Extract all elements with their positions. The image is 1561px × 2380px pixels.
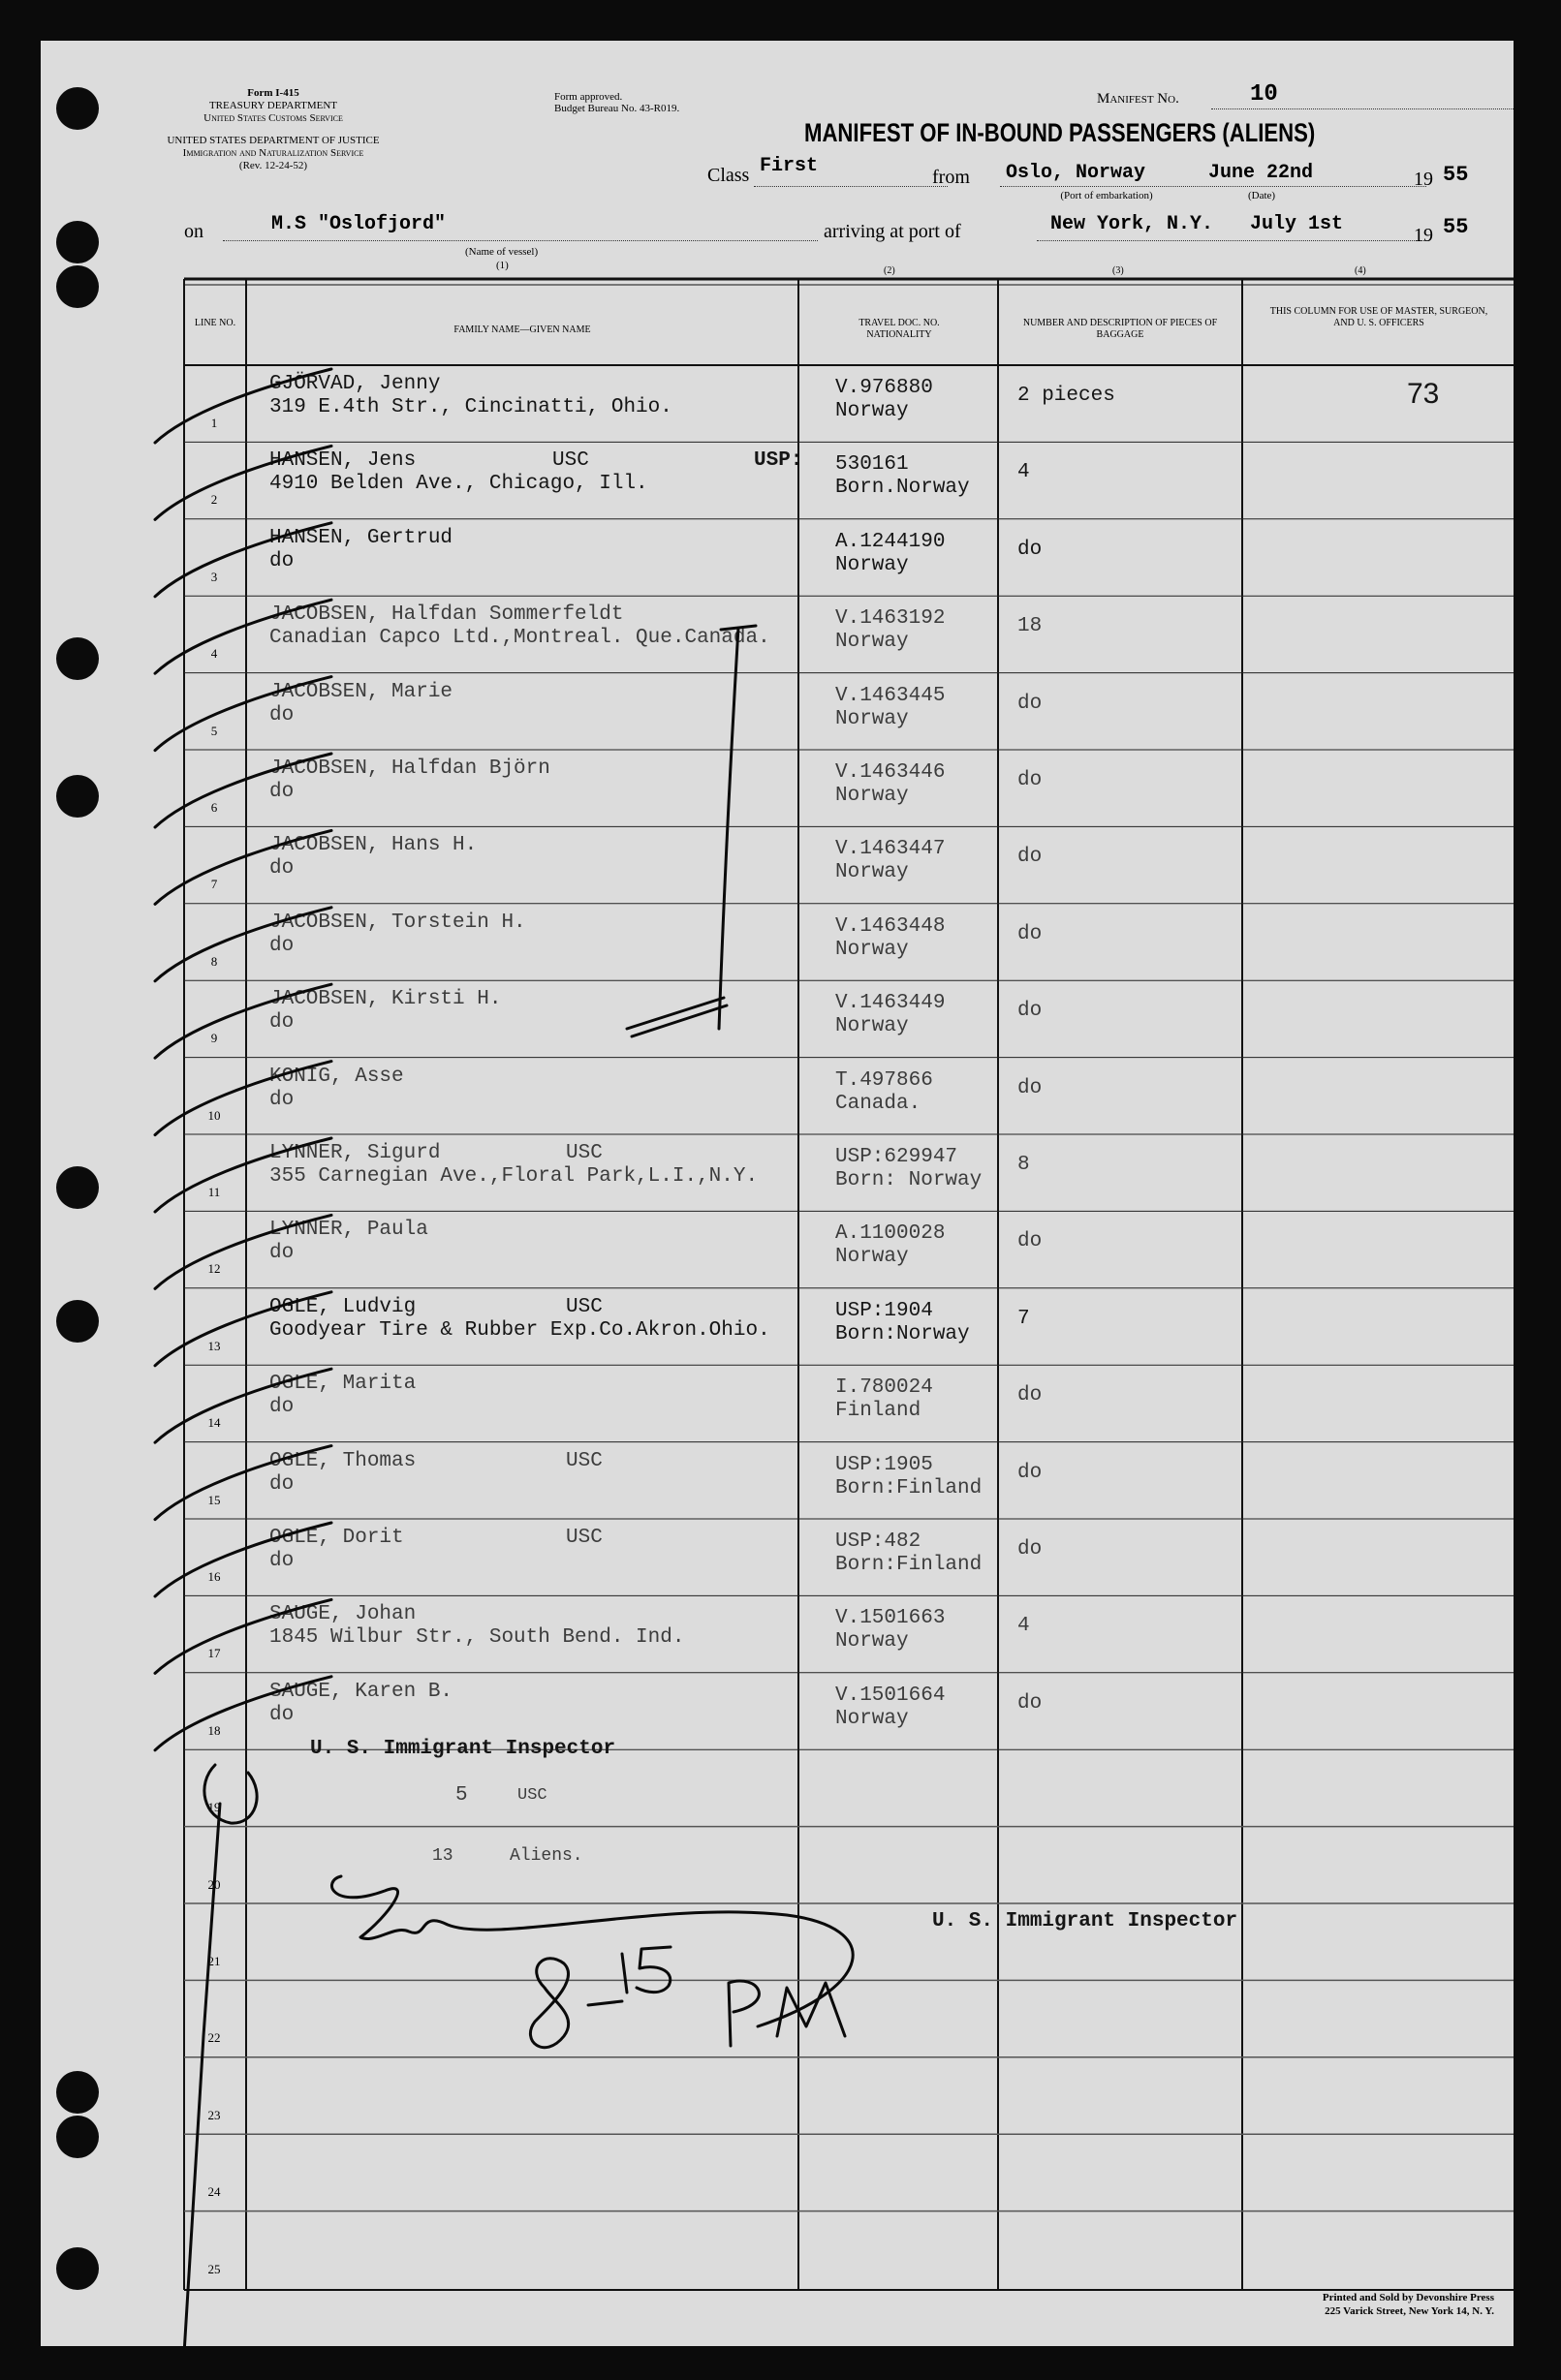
nationality: Norway [835, 553, 909, 576]
passenger-name: LYNNER, Sigurd [269, 1142, 441, 1164]
baggage-description: do [1017, 1230, 1043, 1253]
passenger-address: do [269, 781, 295, 803]
travel-doc-number: A.1244190 [835, 530, 946, 553]
nationality: Born: Norway [835, 1169, 983, 1191]
check-stroke [155, 446, 331, 519]
travel-doc-number: USP:482 [835, 1530, 921, 1553]
handwritten-dash [588, 2001, 622, 2005]
dept-treasury-sub: United States Customs Service [203, 112, 343, 124]
passenger-address: do [269, 857, 295, 881]
line-number: 7 [210, 877, 218, 892]
travel-doc-number: USP:1904 [835, 1299, 933, 1322]
passenger-name: OGLE, Thomas [269, 1449, 417, 1472]
col-header-number-2: (2) [884, 265, 895, 276]
nationality: Norway [835, 631, 909, 654]
passenger-address: 1845 Wilbur Str., South Bend. Ind. [269, 1626, 685, 1650]
travel-doc-number: 530161 [835, 453, 909, 477]
year-prefix-2: 19 [1414, 225, 1433, 246]
line-number: 14 [207, 1415, 221, 1431]
line-number: 23 [207, 2107, 221, 2122]
budget-bureau: Budget Bureau No. 43-R019. [554, 103, 680, 114]
check-stroke [155, 369, 331, 443]
check-stroke [155, 600, 331, 673]
col-header-number-4: (4) [1355, 265, 1366, 276]
travel-doc-number: A.1100028 [835, 1222, 946, 1246]
line-number: 8 [210, 953, 218, 969]
dept-justice: UNITED STATES DEPARTMENT OF JUSTICE [167, 135, 380, 146]
baggage-description: do [1017, 846, 1043, 869]
passenger-address: do [269, 1242, 295, 1265]
passenger-name: OGLE, Ludvig [269, 1295, 417, 1318]
passenger-name: JACOBSEN, Hans H. [269, 834, 478, 857]
passenger-address: do [269, 1011, 295, 1035]
usc-label: USC [517, 1786, 547, 1805]
passenger-name: SAUGE, Karen B. [269, 1680, 453, 1703]
nationality: Canada. [835, 1092, 921, 1115]
check-stroke [155, 1062, 331, 1135]
check-stroke [155, 908, 331, 981]
check-stroke [155, 830, 331, 904]
class-value: First [760, 155, 819, 177]
line-number: 22 [207, 2030, 221, 2046]
passenger-address: 355 Carnegian Ave.,Floral Park,L.I.,N.Y. [269, 1165, 759, 1188]
travel-doc-number: V.1463449 [835, 992, 946, 1015]
passenger-name: KONIG, Asse [269, 1065, 404, 1088]
passenger-name: SAUGE, Johan [269, 1603, 417, 1626]
port-embark-label: (Port of embarkation) [1060, 190, 1153, 201]
nationality: Born:Finland [835, 1554, 983, 1576]
from-date: June 22nd [1208, 162, 1314, 184]
col-header-baggage: NUMBER AND DESCRIPTION OF PIECES OF BAGGAGE [1022, 318, 1218, 340]
check-stroke [155, 1138, 331, 1212]
baggage-description: do [1017, 692, 1043, 715]
line-number: 4 [210, 646, 218, 662]
passenger-name: OGLE, Dorit [269, 1527, 404, 1549]
check-stroke [155, 984, 331, 1058]
passenger-name: HANSEN, Gertrud [269, 526, 453, 549]
col-header-travel-doc: TRAVEL DOC. NO. NATIONALITY [859, 318, 940, 340]
nationality: Norway [835, 707, 909, 730]
col-header-line-no: LINE NO. [194, 318, 236, 328]
passenger-address: do [269, 1703, 295, 1726]
handwritten-marks [41, 41, 1514, 2346]
line-number: 25 [207, 2261, 221, 2276]
line-number: 19 [207, 1800, 221, 1815]
form-number: Form I-415 [247, 87, 299, 99]
passenger-name: JACOBSEN, Halfdan Björn [269, 757, 550, 780]
usc-marker: USC [566, 1527, 603, 1549]
line-number: 1 [210, 416, 218, 430]
nationality: Norway [835, 1707, 909, 1730]
passenger-address: Canadian Capco Ltd.,Montreal. Que.Canada. [269, 627, 770, 650]
manifest-label: Manifest No. [1097, 91, 1179, 107]
passenger-address: do [269, 1088, 295, 1111]
line-number: 17 [207, 1646, 221, 1661]
travel-doc-number: V.1463448 [835, 914, 946, 938]
dept-treasury: TREASURY DEPARTMENT [208, 100, 338, 111]
check-stroke [155, 1215, 331, 1288]
baggage-description: do [1017, 538, 1043, 561]
line-number: 11 [207, 1185, 221, 1199]
arrival-port: New York, N.Y. [1050, 213, 1214, 235]
passenger-name: JACOBSEN, Kirsti H. [269, 988, 502, 1011]
baggage-description: do [1017, 1000, 1043, 1023]
baggage-description: 4 [1017, 461, 1030, 484]
inspector-line: U. S. Immigrant Inspector [310, 1738, 616, 1760]
baggage-description: do [1017, 1076, 1043, 1099]
nationality: Born:Norway [835, 1322, 970, 1345]
line-number: 15 [207, 1492, 221, 1507]
nationality: Norway [835, 938, 909, 961]
nationality: Born:Finland [835, 1476, 983, 1499]
nationality: Norway [835, 400, 909, 422]
travel-doc-number: V.1463446 [835, 761, 946, 784]
passenger-address: do [269, 549, 295, 572]
usc-marker: USC [552, 449, 589, 473]
form-revision: (Rev. 12-24-52) [238, 160, 308, 171]
travel-doc-number: T.497866 [835, 1068, 933, 1092]
travel-doc-number: USP:629947 [835, 1146, 958, 1168]
line-number: 21 [207, 1954, 221, 1968]
check-stroke [155, 754, 331, 827]
baggage-description: do [1017, 1384, 1043, 1407]
check-stroke [155, 1292, 331, 1366]
usc-marker: USC [566, 1295, 603, 1318]
passenger-name: JACOBSEN, Halfdan Sommerfeldt [269, 603, 624, 627]
baggage-description: do [1017, 769, 1043, 791]
manifest-title: MANIFEST OF IN-BOUND PASSENGERS (ALIENS) [804, 118, 1316, 147]
from-label: from [932, 167, 970, 188]
date-label: (Date) [1248, 190, 1276, 201]
line-number: 6 [210, 800, 218, 815]
line-number: 10 [207, 1107, 221, 1123]
passenger-name: OGLE, Marita [269, 1373, 417, 1396]
baggage-description: 8 [1017, 1154, 1030, 1176]
usc-count: 5 [455, 1784, 468, 1807]
travel-doc-number: V.976880 [835, 377, 933, 399]
travel-doc-number: V.1463447 [835, 838, 946, 861]
baggage-description: 7 [1017, 1307, 1030, 1330]
nationality: Norway [835, 785, 909, 807]
handwritten-8 [530, 1959, 568, 2048]
passenger-name: JACOBSEN, Marie [269, 680, 453, 703]
line-number: 2 [210, 492, 218, 508]
baggage-description: 18 [1017, 615, 1043, 638]
check-stroke [155, 1599, 331, 1673]
usp-tag: USP: [754, 449, 803, 473]
line-number: 9 [210, 1031, 218, 1046]
check-stroke [155, 677, 331, 751]
passenger-address: do [269, 1550, 295, 1572]
line-number: 16 [207, 1569, 221, 1584]
passenger-name: HANSEN, Jens [269, 449, 417, 473]
vessel-label: (Name of vessel) [465, 246, 539, 258]
line-number: 5 [210, 723, 218, 738]
aliens-label: Aliens. [510, 1846, 583, 1866]
travel-doc-number: I.780024 [835, 1376, 933, 1400]
baggage-description: do [1017, 922, 1043, 945]
col-header-number-3: (3) [1112, 265, 1124, 276]
check-stroke [155, 523, 331, 597]
usc-marker: USC [566, 1449, 603, 1472]
passenger-address: Goodyear Tire & Rubber Exp.Co.Akron.Ohio. [269, 1318, 770, 1342]
passenger-address: do [269, 1472, 295, 1496]
check-stroke [155, 1677, 331, 1750]
travel-doc-number: USP:1905 [835, 1453, 933, 1476]
col-header-officers: THIS COLUMN FOR USE OF MASTER, SURGEON, AND U. S. OFFICERS [1269, 306, 1488, 328]
check-stroke [155, 1369, 331, 1442]
inspector-signature-line: U. S. Immigrant Inspector [932, 1910, 1238, 1932]
col-1-number: (1) [496, 260, 509, 271]
baggage-description: do [1017, 1691, 1043, 1715]
travel-doc-number: V.1463192 [835, 607, 946, 631]
travel-doc-number: V.1501663 [835, 1607, 946, 1630]
line-number: 24 [207, 2184, 221, 2200]
handwritten-5 [637, 1947, 671, 1993]
baggage-description: 4 [1017, 1615, 1030, 1638]
manifest-number: 10 [1250, 81, 1278, 108]
passenger-address: do [269, 703, 295, 726]
arriving-label: arriving at port of [824, 221, 961, 242]
usc-marker: USC [566, 1142, 603, 1164]
year-1: 55 [1443, 163, 1469, 187]
nationality: Norway [835, 1630, 909, 1654]
line-number: 20 [207, 1876, 221, 1892]
check-stroke [155, 1523, 331, 1596]
on-label: on [184, 221, 203, 242]
nationality: Finland [835, 1400, 921, 1423]
baggage-description: do [1017, 1461, 1043, 1484]
nationality: Born.Norway [835, 477, 970, 500]
form-approval: Form approved. [554, 91, 623, 103]
vessel-name: M.S "Oslofjord" [271, 213, 447, 235]
year-prefix-1: 19 [1414, 169, 1433, 190]
handwritten-P [729, 1981, 759, 2046]
passenger-address: 4910 Belden Ave., Chicago, Ill. [269, 473, 648, 496]
line-number: 18 [207, 1722, 221, 1738]
class-label: Class [707, 165, 750, 186]
passenger-name: LYNNER, Paula [269, 1219, 428, 1242]
line-number: 13 [207, 1338, 221, 1353]
line-number: 12 [207, 1261, 221, 1277]
manifest-page [41, 41, 1514, 2346]
col-header-name: FAMILY NAME—GIVEN NAME [453, 325, 591, 335]
nationality: Norway [835, 1246, 909, 1269]
passenger-address: do [269, 934, 295, 957]
check-stroke [155, 1446, 331, 1520]
officer-note: 73 [1407, 378, 1440, 410]
aliens-count: 13 [432, 1846, 453, 1866]
passenger-address: 319 E.4th Str., Cincinatti, Ohio. [269, 396, 672, 418]
passenger-address: do [269, 1396, 295, 1419]
passenger-name: GJÖRVAD, Jenny [269, 373, 441, 395]
baggage-description: do [1017, 1538, 1043, 1561]
nationality: Norway [835, 1015, 909, 1038]
travel-doc-number: V.1463445 [835, 684, 946, 707]
printer-line-1: Printed and Sold by Devonshire Press [1322, 2292, 1494, 2303]
handwritten-1 [622, 1954, 627, 1993]
travel-doc-number: V.1501664 [835, 1684, 946, 1707]
baggage-description: 2 pieces [1017, 385, 1115, 407]
nationality: Norway [835, 861, 909, 884]
arrival-date: July 1st [1250, 213, 1344, 235]
year-2: 55 [1443, 215, 1469, 239]
printer-line-2: 225 Varick Street, New York 14, N. Y. [1325, 2305, 1494, 2317]
passenger-name: JACOBSEN, Torstein H. [269, 911, 526, 934]
line-number: 3 [210, 569, 218, 584]
from-port: Oslo, Norway [1006, 162, 1146, 184]
dept-justice-sub: Immigration and Naturalization Service [182, 147, 364, 159]
handwritten-M [777, 1983, 845, 2036]
